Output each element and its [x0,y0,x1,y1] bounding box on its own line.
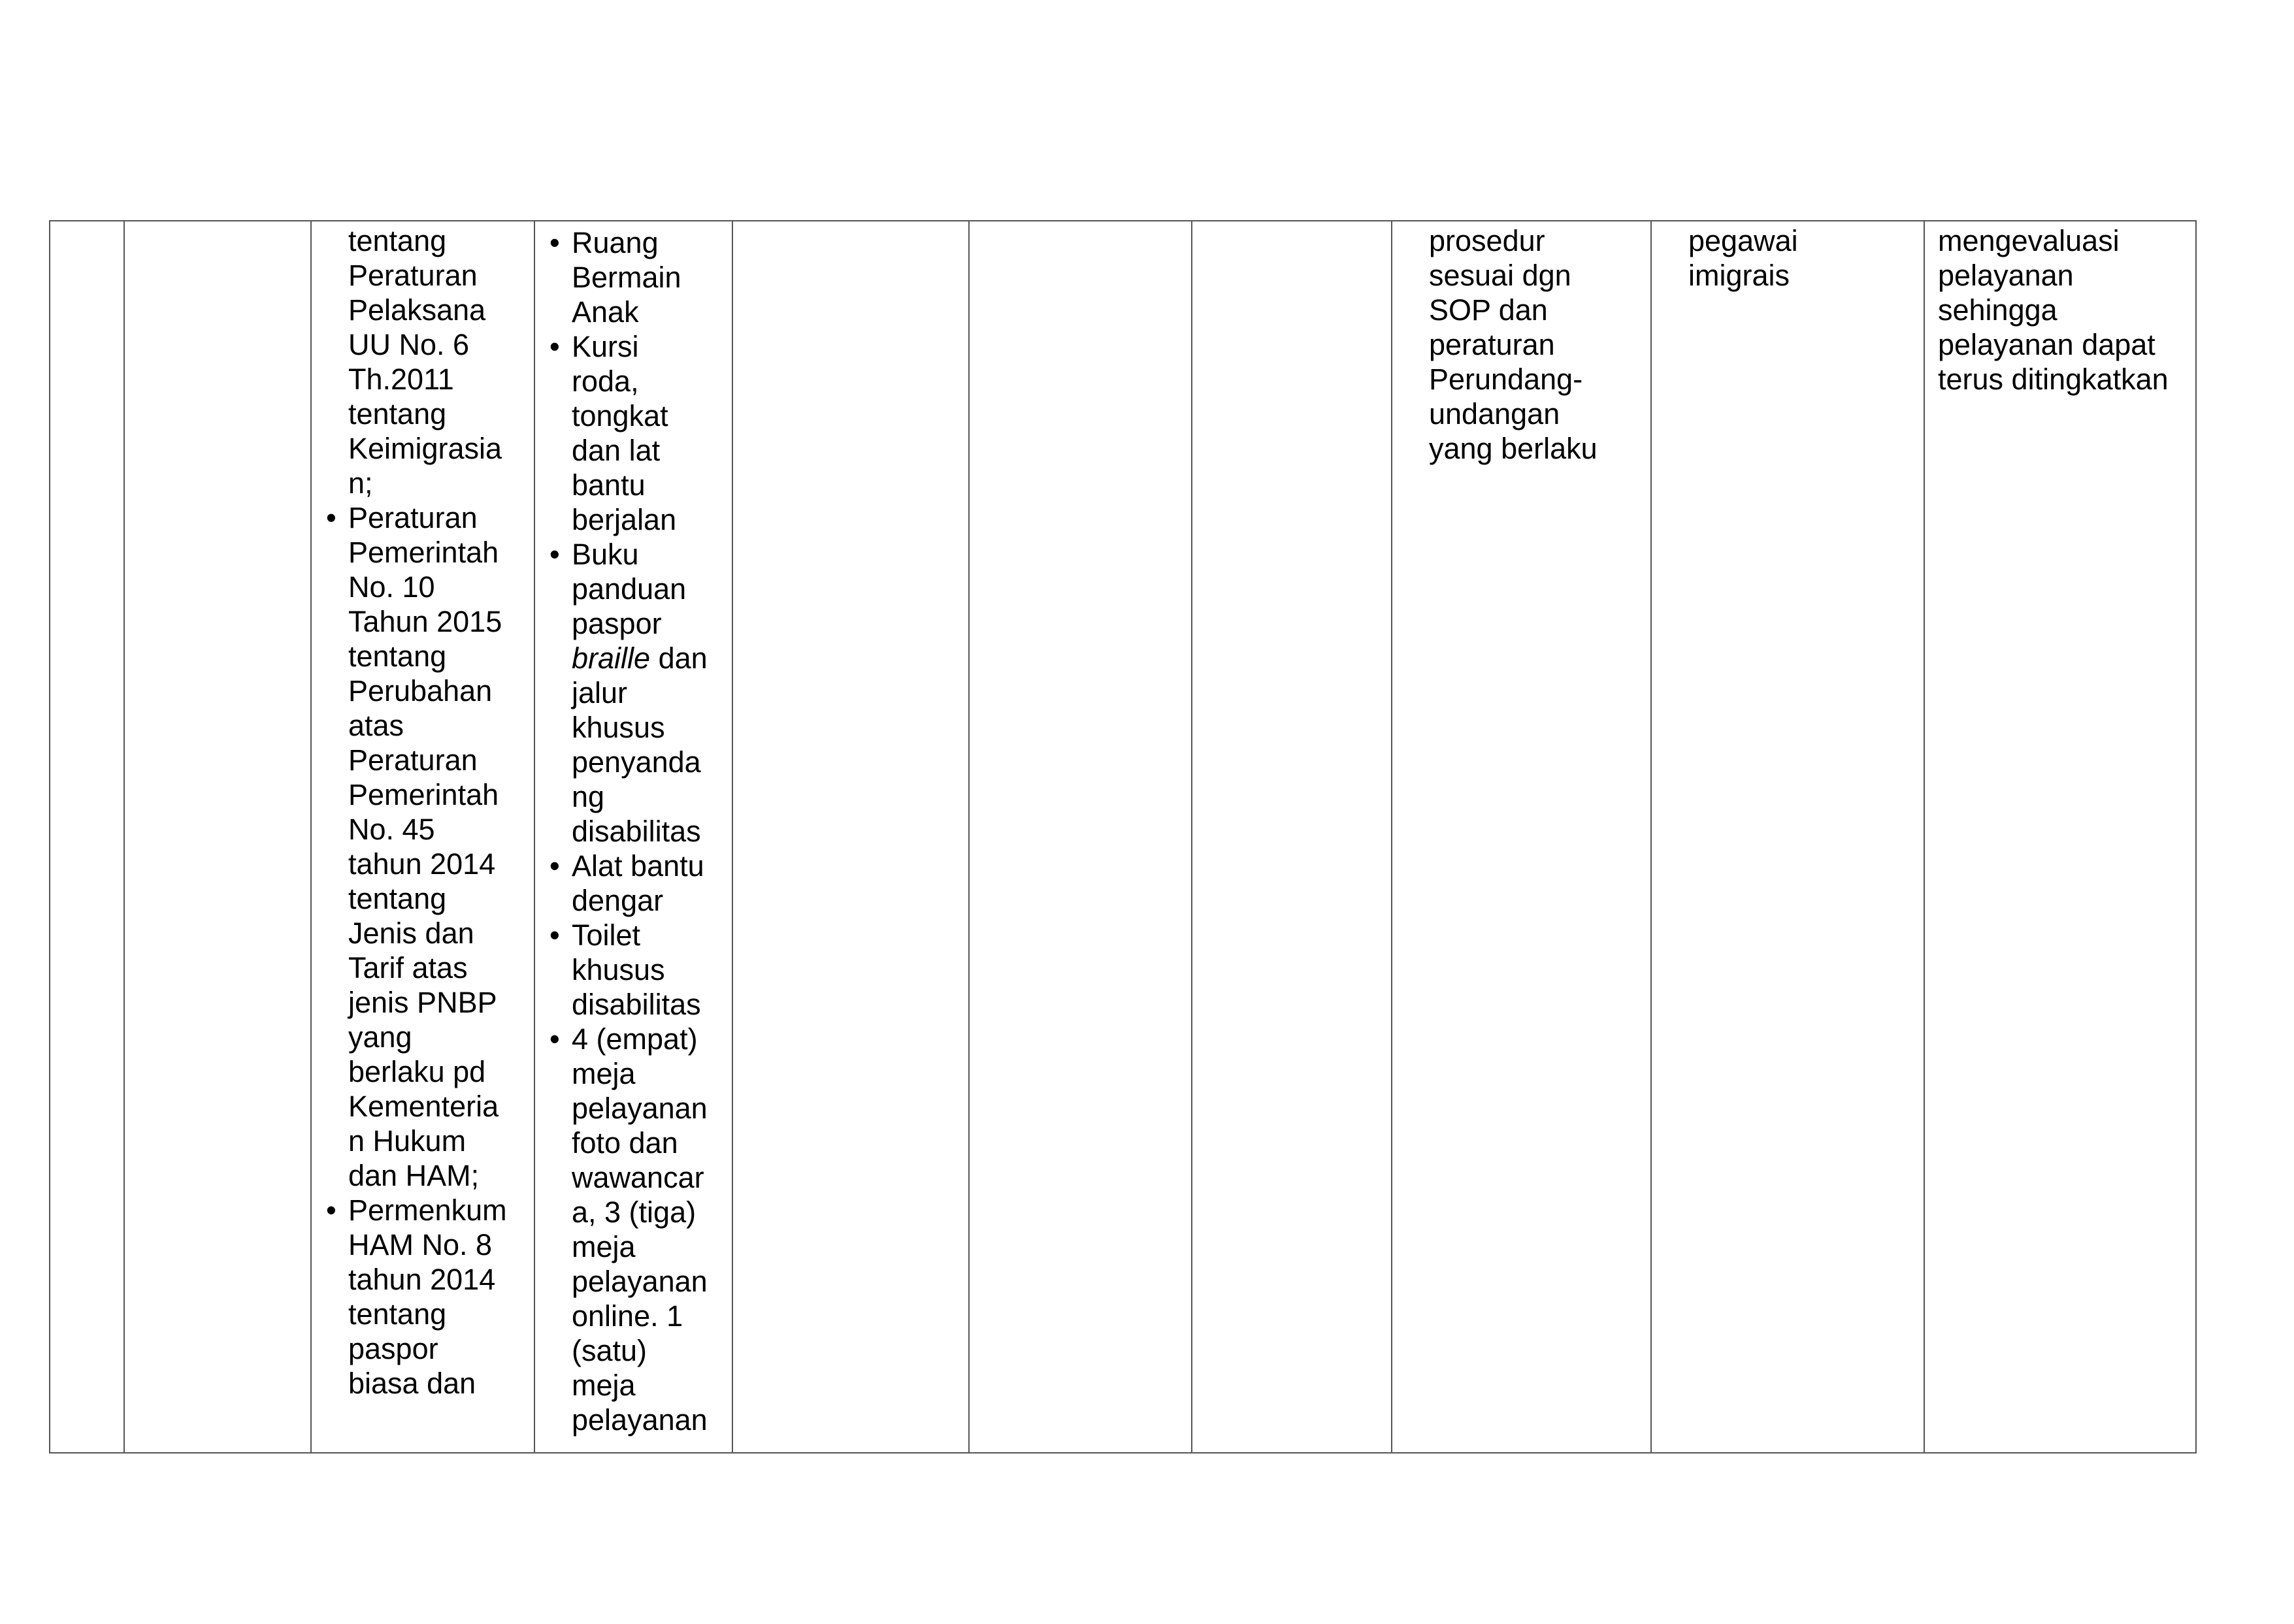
cell-empty-6 [969,221,1192,1453]
facilities-text [535,221,732,1437]
bullet-icon: • [549,849,560,883]
bullet-icon: • [549,1022,560,1056]
text-line: Th.2011 [348,363,454,396]
procedure-text: prosedur sesuai dgn SOP dan peraturan Perundang- undangan yang berlaku [1429,224,1598,465]
text-line: Peraturan [348,259,478,292]
cell-empty-7 [1192,221,1392,1453]
bullet-icon: • [326,1194,336,1227]
list-item: • Alat bantu dengar [549,849,704,917]
braille-word: braille [572,641,651,675]
bullet-icon: • [549,330,560,363]
service-standard-table [49,220,2197,1453]
list-item: • Ruang Bermain Anak [549,226,681,329]
cell-facilities [534,221,732,1453]
text-line: tentang [348,224,447,257]
bullet-icon: • [549,538,560,571]
text-line: Keimigrasia [348,432,502,465]
legal-basis-text [312,221,534,1401]
table-row [50,221,2196,1453]
cell-number [50,221,124,1453]
list-item: • Buku panduan paspor braille dan jalur khusus penyanda ng disabilitas [549,538,708,848]
cell-evaluation [1924,221,2196,1453]
bullet-icon: • [549,226,560,259]
text-line: n; [348,466,373,500]
list-item: • Kursi roda, tongkat dan lat bantu berjalan [549,330,677,536]
cell-component [124,221,311,1453]
bullet-icon: • [326,501,336,534]
text-line: UU No. 6 [348,328,470,361]
list-item: • Toilet khusus disabilitas [549,918,701,1021]
text-line: Pelaksana [348,293,486,327]
cell-procedure [1392,221,1651,1453]
staff-text: pegawai imigrais [1688,224,1798,292]
facilities-list [549,225,725,1437]
cell-legal-basis [311,221,534,1453]
list-item: • 4 (empat) meja pelayanan foto dan wawancar a, 3 (tiga) meja pelayanan online. 1 (satu) meja pelayanan [549,1022,708,1437]
list-item: • Permenkum HAM No. 8 tahun 2014 tentang paspor biasa dan [326,1194,507,1400]
cell-staff [1651,221,1924,1453]
bullet-icon: • [549,918,560,952]
list-item: • Peraturan Pemerintah No. 10 Tahun 2015 tentang Perubahan atas Peraturan Pemerintah No. 45 tahun 2014 tentang Jenis dan Tarif atas jenis PNBP yang berlaku pd Kementeria n Hukum dan HAM; [326,501,502,1192]
cell-empty-5 [732,221,969,1453]
evaluation-text: mengevaluasi pelayanan sehingga pelayanan dapat terus ditingkatkan [1938,224,2169,396]
text-line: tentang [348,397,447,430]
legal-basis-list [326,500,527,1401]
